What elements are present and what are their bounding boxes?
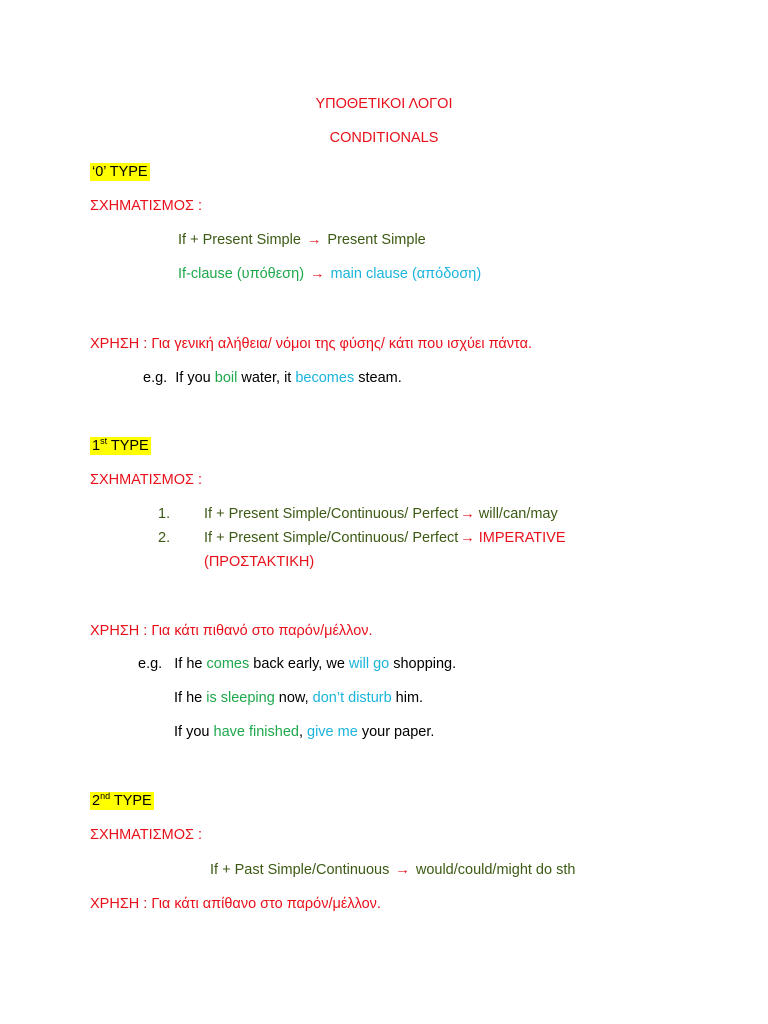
type1-example-3: If you have finished, give me your paper. (174, 724, 435, 740)
arrow-icon: → (460, 530, 475, 546)
type0-formula: If + Present Simple → Present Simple (178, 232, 426, 248)
type0-example: e.g. If you boil water, it becomes steam. (143, 370, 402, 386)
type1-rule2: If + Present Simple/Continuous/ Perfect → IMPERATIVE (204, 530, 566, 546)
title-english: CONDITIONALS (329, 130, 439, 146)
type0-use: ΧΡΗΣΗ : Για γενική αλήθεια/ νόμοι της φύσης/ κάτι που ισχύει πάντα. (90, 336, 532, 352)
type0-heading: ‘0’ TYPE (92, 164, 148, 180)
type2-heading: 2nd TYPE (92, 791, 152, 809)
type2-formula: If + Past Simple/Continuous → would/could/might do sth (210, 862, 576, 878)
arrow-icon: → (306, 232, 322, 248)
arrow-icon: → (395, 862, 410, 878)
type1-example-1: e.g. If he comes back early, we will go shopping. (138, 656, 457, 672)
type1-use: ΧΡΗΣΗ : Για κάτι πιθανό στο παρόν/μέλλον. (90, 623, 373, 639)
type1-rule1-number: 1. (158, 506, 171, 522)
arrow-icon: → (460, 506, 475, 522)
type2-formation-label: ΣΧΗΜΑΤΙΣΜΟΣ : (90, 827, 203, 843)
type2-use: ΧΡΗΣΗ : Για κάτι απίθανο στο παρόν/μέλλον. (90, 896, 381, 912)
type0-clause-labels: If-clause (υπόθεση) → main clause (απόδοση) (178, 266, 482, 282)
type1-rule2-note: (ΠΡΟΣΤΑΚΤΙΚΗ) (204, 554, 315, 570)
type1-heading: 1st TYPE (92, 436, 149, 454)
type1-rule1: If + Present Simple/Continuous/ Perfect → will/can/may (204, 506, 558, 522)
type1-rule2-number: 2. (158, 530, 171, 546)
type1-formation-label: ΣΧΗΜΑΤΙΣΜΟΣ : (90, 472, 203, 488)
type1-example-2: If he is sleeping now, don’t disturb him. (174, 690, 424, 706)
arrow-icon: → (310, 266, 325, 282)
type0-formation-label: ΣΧΗΜΑΤΙΣΜΟΣ : (90, 198, 203, 214)
title-greek: ΥΠΟΘΕΤΙΚΟΙ ΛΟΓΟΙ (315, 96, 453, 112)
